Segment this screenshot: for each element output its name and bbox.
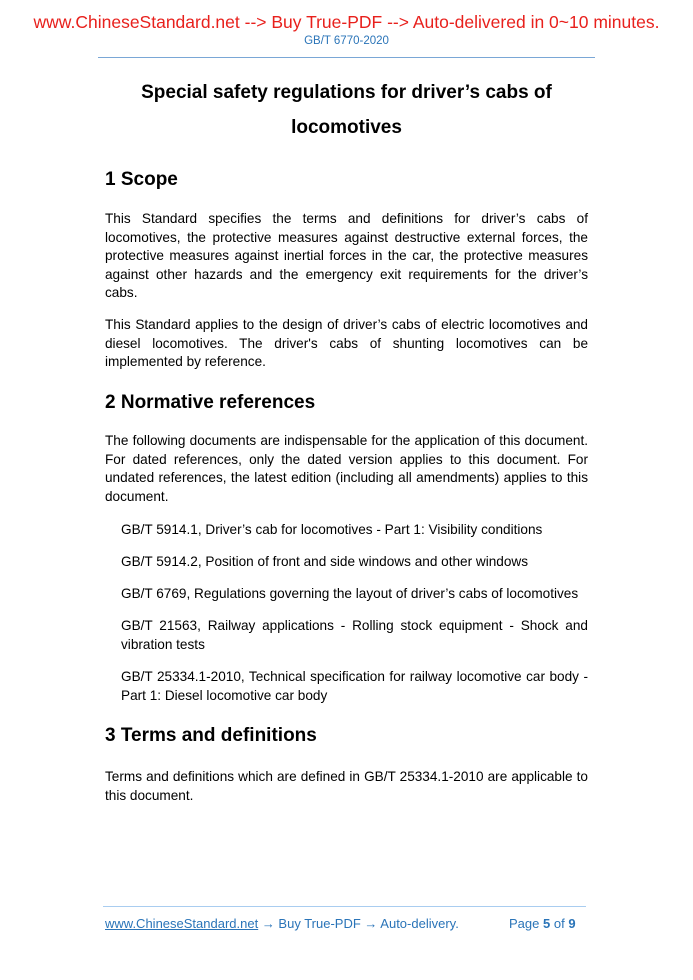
footer-divider [103, 906, 586, 907]
scope-paragraph-2: This Standard applies to the design of driver’s cabs of electric locomotives and diesel locomotives. The driver's cabs of shunting locomotives can be implemented by reference. [105, 317, 588, 369]
reference-item: GB/T 6769, Regulations governing the layout of driver’s cabs of locomotives [121, 586, 579, 601]
page-current: 5 [543, 916, 551, 931]
heading-terms-definitions: 3 Terms and definitions [105, 725, 317, 746]
heading-normative-references: 2 Normative references [105, 392, 316, 413]
page-indicator [509, 916, 576, 931]
heading-scope: 1 Scope [105, 169, 178, 190]
standard-number: GB/T 6770-2020 [304, 35, 389, 47]
terms-paragraph: Terms and definitions which are defined in GB/T 25334.1-2010 are applicable to this document. [105, 769, 588, 803]
reference-item: GB/T 5914.2, Position of front and side windows and other windows [121, 554, 529, 569]
document-title-line2: locomotives [291, 117, 402, 138]
reference-item: GB/T 21563, Railway applications - Rolling stock equipment - Shock and vibration tests [121, 618, 588, 652]
reference-item: GB/T 5914.1, Driver’s cab for locomotives - Part 1: Visibility conditions [121, 522, 543, 537]
promo-banner: www.ChineseStandard.net --> Buy True-PDF --> Auto-delivered in 0~10 minutes. [33, 12, 660, 32]
reference-item: GB/T 25334.1-2010, Technical specification for railway locomotive car body - Part 1: Diesel locomotive car body [121, 669, 588, 703]
footer-text: → Buy True-PDF → Auto-delivery. [258, 916, 459, 931]
of-label: of [553, 916, 565, 931]
page-total: 9 [568, 916, 576, 931]
scope-paragraph-1: This Standard specifies the terms and definitions for driver’s cabs of locomotives, the protective measures against destructive external forces, the protective measures against inertial forces in the car, the protective measures against other hazards and the emergency exit requirements for the driver’s cabs. [105, 211, 588, 300]
footer-promo [105, 916, 459, 931]
header-divider [98, 57, 595, 58]
normative-intro: The following documents are indispensable for the application of this document. For dated references, only the dated version applies to this document. For undated references, the latest edition (including all amendments) applies to this document. [105, 433, 588, 504]
document-title-line1: Special safety regulations for driver’s cabs of [141, 82, 552, 103]
page-label: Page [509, 916, 540, 931]
footer-link[interactable]: www.ChineseStandard.net [105, 916, 259, 931]
